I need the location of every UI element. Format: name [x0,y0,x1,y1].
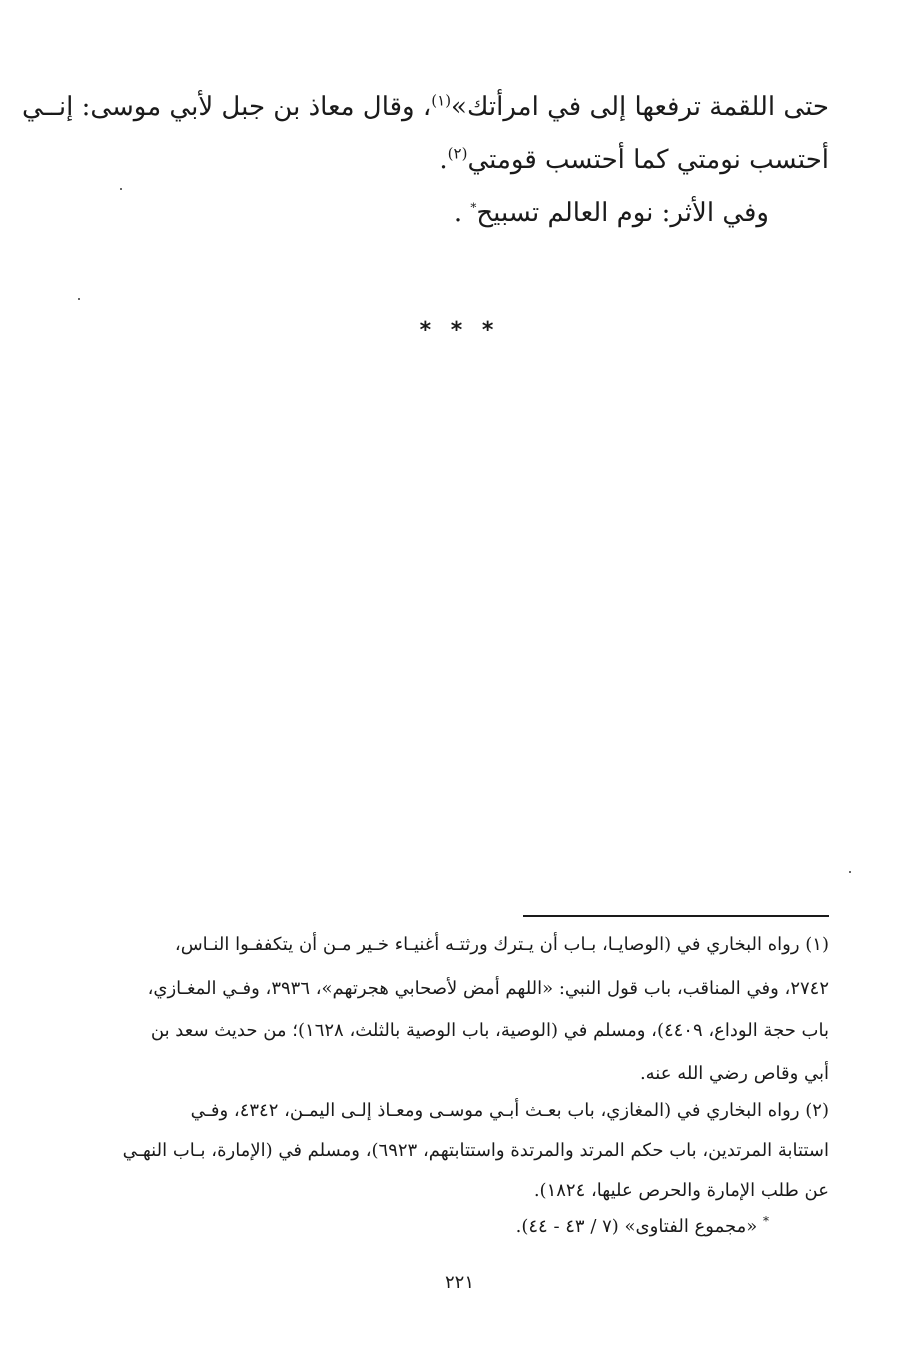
footnote-2-line-1: (٢) رواه البخاري في (المغازي، باب بعـث أبـي موسـى ومعـاذ إلـى اليمـن، ٤٣٤٢، وفـي [190,1100,829,1121]
footnote-1-line-1: (١) رواه البخاري في (الوصايـا، بـاب أن يـترك ورثتـه أغنيـاء خـير مـن أن يتكففـوا النـاس، [174,934,829,955]
main-text-line-1 [22,92,829,122]
footnote-2-line-2: استتابة المرتدين، باب حكم المرتد والمرتدة واستتابتهم، ٦٩٢٣)، ومسلم في (الإمارة، بـاب النهـي [122,1140,829,1161]
footnote-1-line-4: أبي وقاص رضي الله عنه. [639,1063,829,1084]
footnote-3-asterisk: * [763,1214,769,1228]
main-text-line-3 [454,198,769,228]
footnote-divider [523,915,829,917]
section-separator: * * * [419,318,500,343]
footnote-1-line-2: ٢٧٤٢، وفي المناقب، باب قول النبي: «اللهم أمض لأصحابي هجرتهم»، ٣٩٣٦، وفـي المغـازي، [147,978,829,999]
scan-speck [849,871,851,873]
main-text-line-3-part-a: وفي الأثر: نوم العالم تسبيح [476,198,769,228]
footnote-2-line-3: عن طلب الإمارة والحرص عليها، ١٨٢٤). [533,1180,829,1201]
asterisk-ref: * [470,200,477,215]
main-text-line-1-part-b: ، وقال معاذ بن جبل لأبي موسى: إنــي [21,92,432,122]
footnote-ref-1: (١) [431,91,452,110]
footnote-1-line-3: باب حجة الوداع، ٤٤٠٩)، ومسلم في (الوصية، باب الوصية بالثلث، ١٦٢٨)؛ من حديث سعد بن [150,1020,829,1041]
footnote-3-text: «مجموع الفتاوى» (٧ / ٤٣ - ٤٤). [515,1216,763,1237]
footnote-3 [516,1216,769,1237]
main-text-line-1-part-a: حتى اللقمة ترفعها إلى في امرأتك» [451,92,829,122]
main-text-line-2-end: . [439,145,448,175]
page-number: ٢٢١ [444,1272,474,1293]
scan-speck [78,298,80,300]
main-text-line-2-part-a: أحتسب نومتي كما أحتسب قومتي [467,145,829,175]
main-text-line-2 [439,145,829,175]
scan-speck [120,188,122,190]
main-text-line-3-end: . [453,198,471,228]
footnote-ref-2: (٢) [447,144,468,163]
